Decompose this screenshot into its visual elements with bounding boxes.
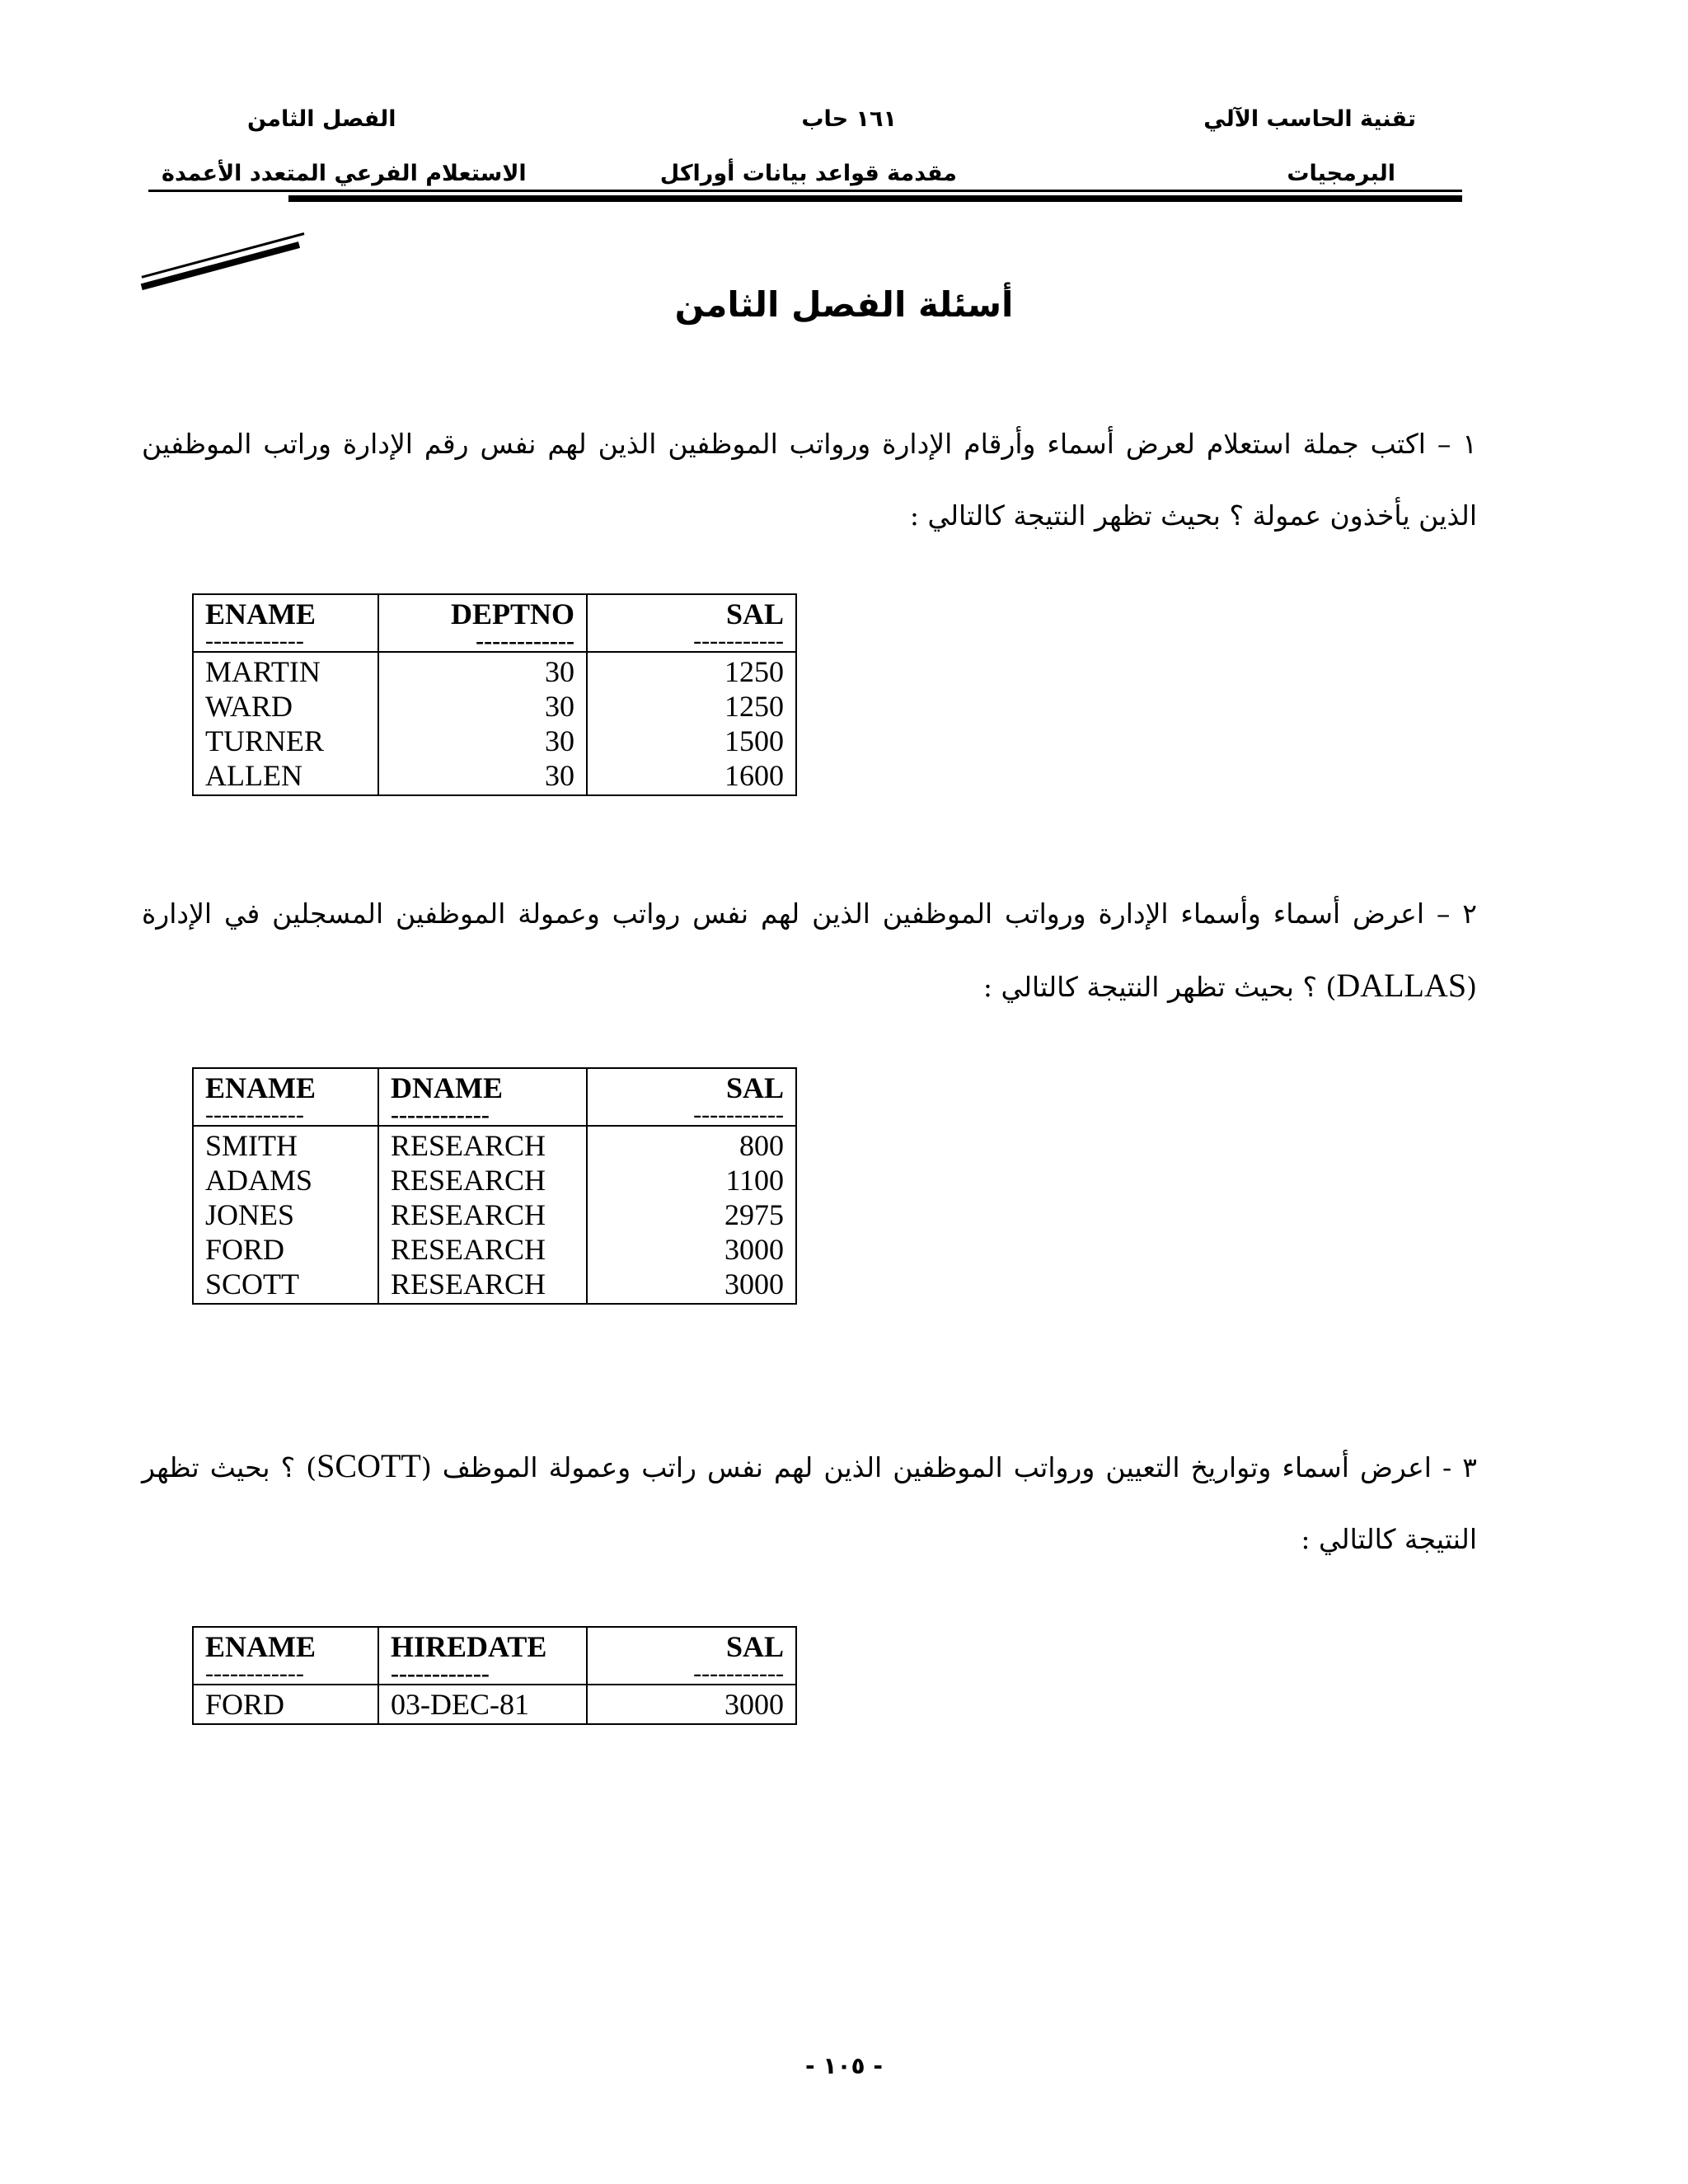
table-cell: FORD bbox=[193, 1232, 378, 1267]
header-chapter: الفصل الثامن bbox=[247, 106, 396, 132]
page-title: أسئلة الفصل الثامن bbox=[674, 284, 1014, 325]
header-course-name: مقدمة قواعد بيانات أوراكل bbox=[659, 161, 957, 186]
table-row bbox=[193, 1197, 796, 1232]
table-cell: 3000 bbox=[587, 1232, 796, 1267]
table-row bbox=[193, 1232, 796, 1267]
table1-dash: ----------- bbox=[587, 631, 796, 652]
header-department: البرمجيات bbox=[1287, 161, 1395, 186]
table2-header-ename: ENAME bbox=[193, 1068, 378, 1105]
question-2-text-a: ٢ – اعرض أسماء وأسماء الإدارة ورواتب الموظفين الذين لهم نفس رواتب وعمولة الموظفين المسجلين في الإدارة ( bbox=[142, 898, 1477, 1003]
table-cell: ALLEN bbox=[193, 758, 378, 795]
table-cell: 1500 bbox=[587, 724, 796, 758]
question-3-text-b: ) ؟ بحيث تظهر النتيجة كالتالي : bbox=[142, 1451, 1477, 1555]
table-row bbox=[193, 652, 796, 689]
header-rule-thin bbox=[148, 190, 1462, 192]
table2-header-sal: SAL bbox=[587, 1068, 796, 1105]
table-cell: RESEARCH bbox=[378, 1126, 587, 1163]
header-course-code: ١٦١ حاب bbox=[801, 106, 897, 132]
table-cell: 30 bbox=[378, 758, 587, 795]
table3-header-sal: SAL bbox=[587, 1627, 796, 1664]
question-2-text-b: ) ؟ بحيث تظهر النتيجة كالتالي : bbox=[982, 971, 1337, 1003]
table-row bbox=[193, 1267, 796, 1304]
table-cell: 30 bbox=[378, 689, 587, 724]
table-row bbox=[193, 724, 796, 758]
table1-dash: ------------ bbox=[378, 631, 587, 652]
table3-dash: ------------ bbox=[193, 1664, 378, 1685]
header-institution: تقنية الحاسب الآلي bbox=[1203, 106, 1416, 132]
question-3-employee: SCOTT bbox=[316, 1447, 421, 1484]
table-cell: 2975 bbox=[587, 1197, 796, 1232]
table3-header-ename: ENAME bbox=[193, 1627, 378, 1664]
table-cell: FORD bbox=[193, 1685, 378, 1724]
table1-dash: ------------ bbox=[193, 631, 378, 652]
table-cell: SMITH bbox=[193, 1126, 378, 1163]
table-cell: 3000 bbox=[587, 1685, 796, 1724]
table-cell: MARTIN bbox=[193, 652, 378, 689]
table-cell: ADAMS bbox=[193, 1163, 378, 1197]
table-cell: 03-DEC-81 bbox=[378, 1685, 587, 1724]
table2-dash: ----------- bbox=[587, 1105, 796, 1126]
table-cell: WARD bbox=[193, 689, 378, 724]
table-cell: 1250 bbox=[587, 689, 796, 724]
table-cell: RESEARCH bbox=[378, 1232, 587, 1267]
table-row bbox=[193, 1163, 796, 1197]
question-3 bbox=[142, 1430, 1477, 1575]
table3-dash: ------------ bbox=[378, 1664, 587, 1685]
question-3-text-a: ٣ - اعرض أسماء وتواريخ التعيين ورواتب الموظفين الذين لهم نفس راتب وعمولة الموظف ( bbox=[420, 1451, 1477, 1483]
table2-dash: ------------ bbox=[193, 1105, 378, 1126]
table-row bbox=[193, 1126, 796, 1163]
table-cell: RESEARCH bbox=[378, 1267, 587, 1304]
table-cell: RESEARCH bbox=[378, 1163, 587, 1197]
table-row bbox=[193, 1685, 796, 1724]
table2-header-dname: DNAME bbox=[378, 1068, 587, 1105]
header-rule-slant-thin bbox=[142, 232, 305, 279]
page-number: - ١٠٥ - bbox=[804, 2052, 884, 2079]
table-cell: 1250 bbox=[587, 652, 796, 689]
table3-dash: ----------- bbox=[587, 1664, 796, 1685]
table-cell: 800 bbox=[587, 1126, 796, 1163]
table-cell: RESEARCH bbox=[378, 1197, 587, 1232]
table-row bbox=[193, 758, 796, 795]
result-table-3 bbox=[192, 1626, 797, 1725]
table1-header-deptno: DEPTNO bbox=[378, 594, 587, 631]
table-cell: 1600 bbox=[587, 758, 796, 795]
header-rule-thick bbox=[288, 195, 1462, 202]
question-2 bbox=[142, 878, 1477, 1023]
table1-header-sal: SAL bbox=[587, 594, 796, 631]
table2-dash: ------------ bbox=[378, 1105, 587, 1126]
table-cell: 30 bbox=[378, 652, 587, 689]
table-row bbox=[193, 689, 796, 724]
table-cell: JONES bbox=[193, 1197, 378, 1232]
header-chapter-topic: الاستعلام الفرعي المتعدد الأعمدة bbox=[162, 161, 527, 186]
table-cell: TURNER bbox=[193, 724, 378, 758]
table-cell: 30 bbox=[378, 724, 587, 758]
result-table-1 bbox=[192, 593, 797, 796]
question-1: ١ – اكتب جملة استعلام لعرض أسماء وأرقام الإدارة ورواتب الموظفين الذين لهم نفس رقم الإدارة وراتب الموظفين الذين يأخذون عمولة ؟ بحيث تظهر النتيجة كالتالي : bbox=[142, 428, 1477, 532]
table-cell: 1100 bbox=[587, 1163, 796, 1197]
table3-header-hiredate: HIREDATE bbox=[378, 1627, 587, 1664]
question-2-location: DALLAS bbox=[1336, 967, 1467, 1004]
table1-header-ename: ENAME bbox=[193, 594, 378, 631]
result-table-2 bbox=[192, 1067, 797, 1305]
table-cell: SCOTT bbox=[193, 1267, 378, 1304]
table-cell: 3000 bbox=[587, 1267, 796, 1304]
